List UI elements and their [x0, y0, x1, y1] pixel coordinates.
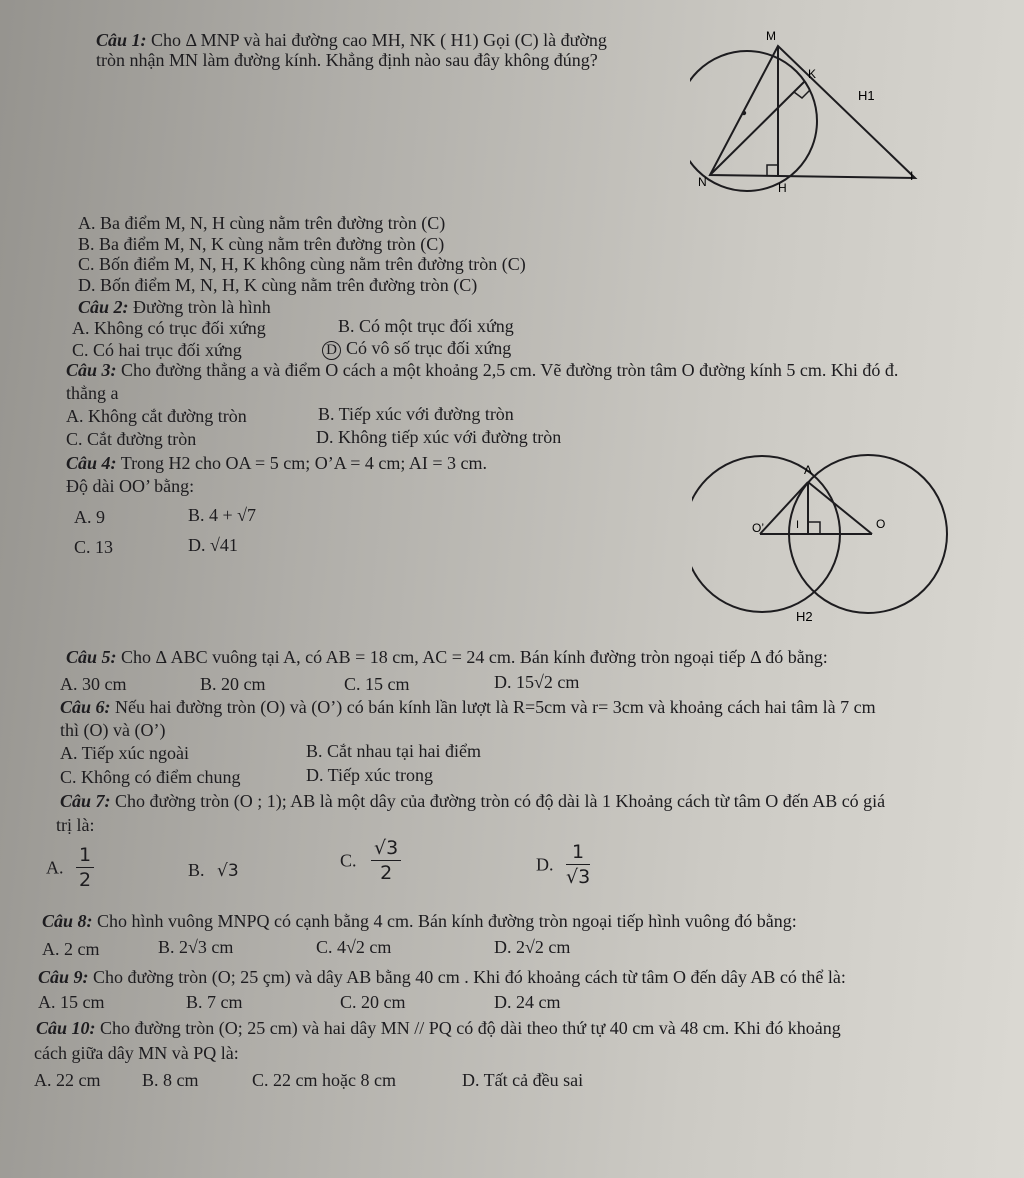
h1-right-angle-h — [767, 165, 778, 176]
q2-option-b: B. Có một trục đối xứng — [338, 316, 514, 336]
q2-label: Câu 2: — [78, 297, 129, 317]
q9-line — [38, 967, 846, 987]
q10-label: Câu 10: — [36, 1018, 96, 1038]
h2-label-i: I — [796, 519, 800, 531]
q1-text-line1: Cho Δ MNP và hai đường cao MH, NK ( H1) Gọi (C) là đường — [151, 30, 607, 50]
q6-label: Câu 6: — [60, 697, 111, 717]
q7-c-numerator: √3 — [371, 838, 401, 861]
h2-caption: H2 — [796, 609, 813, 624]
h2-label-a: A — [804, 463, 813, 477]
q1-option-b: B. Ba điểm M, N, K cùng nằm trên đường tròn (C) — [78, 234, 445, 254]
q5-option-d: D. 15√2 cm — [494, 672, 580, 692]
q7-option-a — [46, 845, 94, 895]
q5-option-a: A. 30 cm — [60, 674, 127, 694]
h1-label-m: M — [766, 29, 776, 43]
q7-a-numerator: 1 — [76, 845, 94, 868]
q2-option-d — [322, 338, 511, 360]
q8-text: Cho hình vuông MNPQ có cạnh bằng 4 cm. Bán kính đường tròn ngoại tiếp hình vuông đó bằng: — [97, 911, 797, 931]
q9-option-c: C. 20 cm — [340, 992, 406, 1012]
q2-option-a: A. Không có trục đối xứng — [72, 318, 266, 338]
q7-d-fraction — [566, 842, 590, 887]
h2-segment-o-prime-a — [760, 482, 808, 534]
q4-option-a: A. 9 — [74, 507, 105, 527]
h1-label-n: N — [698, 175, 707, 189]
q7-b-value: √3 — [217, 861, 239, 881]
q4-option-d: D. √41 — [188, 535, 238, 555]
h1-label-p: I — [910, 169, 914, 183]
q4-line1 — [66, 453, 487, 473]
q4-option-c: C. 13 — [74, 537, 114, 557]
q7-b-letter: B. — [188, 860, 205, 880]
q10-option-d: D. Tất cả đều sai — [462, 1070, 584, 1090]
q7-text-line1: Cho đường tròn (O ; 1); AB là một dây của đường tròn có độ dài là 1 Khoảng cách từ tâm O đến AB có giá — [115, 791, 886, 811]
q10-option-a: A. 22 cm — [34, 1070, 101, 1090]
q7-d-letter: D. — [536, 854, 554, 875]
q2-line — [78, 297, 271, 317]
q2-text: Đường tròn là hình — [133, 297, 271, 317]
q1-option-d: D. Bốn điểm M, N, H, K cùng nằm trên đường tròn (C) — [78, 275, 478, 295]
h1-label-k: K — [808, 67, 817, 81]
q6-option-d: D. Tiếp xúc trong — [306, 765, 434, 785]
h2-label-o-prime: O’ — [752, 521, 764, 535]
q5-option-b: B. 20 cm — [200, 674, 266, 694]
q8-option-a: A. 2 cm — [42, 939, 100, 959]
q5-option-c: C. 15 cm — [344, 674, 410, 694]
q7-option-b — [188, 860, 239, 881]
h1-triangle — [710, 46, 915, 178]
q2-option-c: C. Có hai trục đối xứng — [72, 340, 242, 360]
q10-line1 — [36, 1018, 841, 1038]
q5-label: Câu 5: — [66, 647, 117, 667]
q7-option-d — [536, 842, 590, 898]
q6-text-line1: Nếu hai đường tròn (O) và (O’) có bán kính lần lượt là R=5cm và r= 3cm và khoảng cách hai tâm là 7 cm — [115, 697, 876, 717]
q1-option-a: A. Ba điểm M, N, H cùng nằm trên đường tròn (C) — [78, 213, 446, 233]
q7-a-denominator: 2 — [79, 869, 92, 891]
h1-right-angle-k — [794, 90, 810, 98]
q10-text-line2: cách giữa dây MN và PQ là: — [34, 1043, 239, 1063]
q6-option-a: A. Tiếp xúc ngoài — [60, 743, 190, 763]
q8-label: Câu 8: — [42, 911, 93, 931]
q2-option-d-letter: D — [322, 341, 341, 360]
q6-option-c: C. Không có điểm chung — [60, 767, 241, 787]
h1-center-dot — [742, 111, 746, 115]
q8-option-d: D. 2√2 cm — [494, 937, 571, 957]
q7-d-numerator: 1 — [566, 842, 590, 865]
q3-line1 — [66, 360, 898, 380]
q3-label: Câu 3: — [66, 360, 117, 380]
q9-text: Cho đường tròn (O; 25 çm) và dây AB bằng 40 cm . Khi đó khoảng cách từ tâm O đến dây AB có thể là: — [93, 967, 846, 987]
q3-option-a: A. Không cắt đường tròn — [66, 406, 247, 426]
q8-line — [42, 911, 797, 931]
q3-text-line2: thẳng a — [66, 383, 119, 403]
q3-option-b: B. Tiếp xúc với đường tròn — [318, 404, 514, 424]
q8-option-c: C. 4√2 cm — [316, 937, 392, 957]
figure-h2 — [692, 448, 992, 626]
figure-h1 — [690, 28, 930, 200]
q4-option-b: B. 4 + √7 — [188, 505, 257, 525]
q6-line1 — [60, 697, 876, 717]
q2-option-d-text: Có vô số trục đối xứng — [346, 338, 512, 358]
h1-altitude-nk — [710, 81, 805, 175]
h1-label-h: H — [778, 181, 787, 195]
q7-a-letter: A. — [46, 857, 64, 878]
q4-label: Câu 4: — [66, 453, 117, 473]
q9-label: Câu 9: — [38, 967, 89, 987]
q7-c-denominator: 2 — [380, 862, 393, 884]
q7-c-letter: C. — [340, 850, 357, 871]
q5-line — [66, 647, 828, 667]
q10-text-line1: Cho đường tròn (O; 25 cm) và hai dây MN // PQ có độ dài theo thứ tự 40 cm và 48 cm. Khi đó khoảng — [100, 1018, 841, 1038]
h2-right-angle — [808, 522, 820, 534]
q3-option-c: C. Cắt đường tròn — [66, 429, 197, 449]
q3-option-d: D. Không tiếp xúc với đường tròn — [316, 427, 562, 447]
h1-circle — [690, 51, 817, 191]
q7-line1 — [60, 791, 885, 811]
q9-option-a: A. 15 cm — [38, 992, 105, 1012]
q1-text-line2: tròn nhận MN làm đường kính. Khẳng định nào sau đây không đúng? — [96, 50, 598, 70]
q7-c-fraction — [371, 838, 401, 883]
q10-option-c: C. 22 cm hoặc 8 cm — [252, 1070, 396, 1090]
q9-option-b: B. 7 cm — [186, 992, 243, 1012]
h1-caption: H1 — [858, 88, 875, 103]
q4-text-line1: Trong H2 cho OA = 5 cm; O’A = 4 cm; AI = 3 cm. — [120, 453, 487, 473]
q6-option-b: B. Cắt nhau tại hai điểm — [306, 741, 481, 761]
q1-label: Câu 1: — [96, 30, 147, 50]
q1-option-c: C. Bốn điểm M, N, H, K không cùng nằm trên đường tròn (C) — [78, 254, 526, 274]
q3-text-line1: Cho đường thẳng a và điểm O cách a một khoảng 2,5 cm. Vẽ đường tròn tâm O đường kính 5 cm. Khi đó đ. — [121, 360, 899, 380]
q7-a-fraction — [76, 845, 94, 890]
h2-label-o: O — [876, 517, 886, 531]
q7-text-line2: trị là: — [56, 815, 95, 835]
q7-option-c — [340, 838, 401, 894]
q5-text: Cho Δ ABC vuông tại A, có AB = 18 cm, AC = 24 cm. Bán kính đường tròn ngoại tiếp Δ đó bằng: — [121, 647, 828, 667]
q7-d-denominator: √3 — [566, 866, 591, 888]
q10-option-b: B. 8 cm — [142, 1070, 199, 1090]
q1-line1 — [96, 30, 607, 50]
q6-text-line2: thì (O) và (O’) — [60, 720, 166, 740]
q8-option-b: B. 2√3 cm — [158, 937, 234, 957]
q9-option-d: D. 24 cm — [494, 992, 561, 1012]
q7-label: Câu 7: — [60, 791, 111, 811]
q4-text-line2: Độ dài OO’ bằng: — [66, 476, 195, 496]
